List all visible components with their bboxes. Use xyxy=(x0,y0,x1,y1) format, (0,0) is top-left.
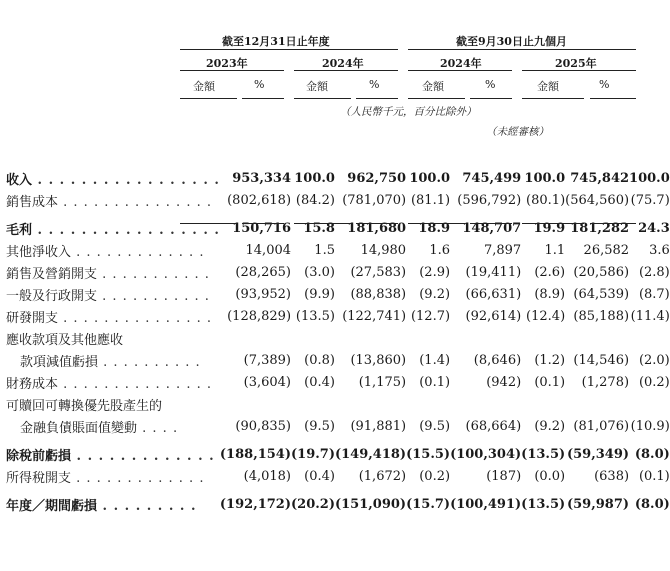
cell-2024fy-amount: (781,070) xyxy=(342,192,407,208)
col-amount-2024-fy: 金額 xyxy=(306,80,328,93)
cell-2023-amount: 14,004 xyxy=(245,242,292,258)
row-general-admin xyxy=(6,283,670,305)
col-amount-2024-9m: 金額 xyxy=(422,80,444,93)
cell-2025-9m-pct: (11.4) xyxy=(630,308,670,324)
cell-empty xyxy=(450,393,521,415)
cell-2024-9m-pct: (9.2) xyxy=(534,418,566,434)
divider-amount-2025-9m xyxy=(522,98,584,99)
cell-2025-9m-amount: (638) xyxy=(594,468,630,484)
cell-empty xyxy=(406,393,450,415)
col-pct-2024-9m: % xyxy=(485,78,496,91)
cell-2024-9m-pct: (12.4) xyxy=(526,308,566,324)
row-label: 款項減值虧損 . . . . . . . . . . xyxy=(20,354,201,370)
cell-2024fy-pct: 1.6 xyxy=(429,242,451,258)
cell-2024fy-pct: (2.9) xyxy=(419,264,451,280)
cell-2023-pct: (84.2) xyxy=(295,192,335,208)
cell-2025-9m-pct: (2.0) xyxy=(638,352,670,368)
divider-2023 xyxy=(180,70,284,71)
cell-2024-9m-pct: (2.6) xyxy=(534,264,566,280)
cell-2024fy-amount: 14,980 xyxy=(360,242,407,258)
row-rnd xyxy=(6,305,670,327)
cell-2023-amount: (4,018) xyxy=(243,468,292,484)
cell-2025-9m-amount: (59,987) xyxy=(566,496,630,512)
divider-fy-group xyxy=(180,49,398,50)
row-label: 銷售及營銷開支 . . . . . . . . . . . xyxy=(6,266,210,282)
cell-empty xyxy=(565,393,629,415)
cell-empty xyxy=(629,327,670,349)
cell-2024fy-amount: (13,860) xyxy=(350,352,407,368)
cell-empty xyxy=(406,327,450,349)
cell-2025-9m-amount: (59,349) xyxy=(566,446,630,462)
cell-2023-amount: (188,154) xyxy=(219,446,292,462)
cell-empty xyxy=(291,393,335,415)
cell-2024fy-amount: 962,750 xyxy=(347,170,407,186)
cell-2024-9m-pct: 19.9 xyxy=(533,220,566,236)
unaudited-note: （未經審核） xyxy=(486,126,549,138)
cell-2025-9m-pct: (8.7) xyxy=(638,286,670,302)
cell-2024fy-amount: 181,680 xyxy=(347,220,407,236)
cell-2025-9m-pct: (0.1) xyxy=(638,468,670,484)
row-preferred-shares-heading xyxy=(6,393,670,415)
cell-2025-9m-pct: 100.0 xyxy=(629,170,670,186)
cell-2025-9m-pct: (0.2) xyxy=(638,374,670,390)
cell-2024fy-amount: (88,838) xyxy=(350,286,407,302)
cell-2024-9m-amount: (596,792) xyxy=(457,192,522,208)
cell-2024-9m-amount: (100,304) xyxy=(450,446,522,462)
cell-2023-pct: (0.4) xyxy=(304,468,335,484)
cell-2024fy-pct: 18.9 xyxy=(418,220,451,236)
cell-2024fy-amount: (122,741) xyxy=(342,308,407,324)
cell-2023-pct: 100.0 xyxy=(294,170,335,186)
cell-empty xyxy=(220,327,291,349)
divider-amount-2024-fy xyxy=(294,98,351,99)
cell-2023-amount: (90,835) xyxy=(235,418,292,434)
col-amount-2023: 金額 xyxy=(193,80,215,93)
cell-2023-pct: 1.5 xyxy=(314,242,335,258)
divider-amount-2024-9m xyxy=(408,98,465,99)
row-income-tax xyxy=(6,465,670,487)
cell-2024-9m-amount: (19,411) xyxy=(465,264,522,280)
cell-2024-9m-amount: (942) xyxy=(486,374,522,390)
unit-note: （人民幣千元，百分比除外） xyxy=(340,106,477,118)
cell-2024-9m-amount: (187) xyxy=(486,468,522,484)
group-header-nine-months: 截至9月30日止九個月 xyxy=(456,35,567,48)
cell-2025-9m-pct: (8.0) xyxy=(634,446,670,462)
row-fair-value-change xyxy=(6,415,670,437)
subtotal-rule xyxy=(470,223,512,224)
subtotal-rule xyxy=(590,223,636,224)
cell-2024-9m-pct: 100.0 xyxy=(524,170,566,186)
cell-2023-amount: (3,604) xyxy=(243,374,292,390)
row-label: 收入 . . . . . . . . . . . . . . . . . xyxy=(6,172,220,188)
cell-2023-amount: (93,952) xyxy=(235,286,292,302)
cell-empty xyxy=(450,327,521,349)
cell-2025-9m-amount: 181,282 xyxy=(570,220,630,236)
cell-2024-9m-pct: (1.2) xyxy=(534,352,566,368)
cell-2024fy-pct: (9.2) xyxy=(419,286,451,302)
row-label: 除稅前虧損 . . . . . . . . . . . . . xyxy=(6,448,215,464)
cell-2024fy-amount: (1,175) xyxy=(358,374,407,390)
period-2024-9m: 2024年 xyxy=(440,57,482,70)
row-gross-profit xyxy=(6,211,670,239)
cell-2024-9m-amount: (92,614) xyxy=(465,308,522,324)
cell-2023-amount: 150,716 xyxy=(232,220,292,236)
cell-2024-9m-amount: 745,499 xyxy=(462,170,522,186)
cell-2023-pct: (13.5) xyxy=(295,308,335,324)
row-label: 年度／期間虧損 . . . . . . . . . xyxy=(6,498,197,514)
cell-2025-9m-amount: (64,539) xyxy=(573,286,630,302)
divider-2025-9m xyxy=(522,70,636,71)
row-loss-for-period xyxy=(6,487,670,515)
cell-2025-9m-amount: (85,188) xyxy=(573,308,630,324)
cell-2025-9m-amount: 745,842 xyxy=(570,170,630,186)
divider-amount-2023 xyxy=(180,98,237,99)
cell-2025-9m-pct: 24.3 xyxy=(638,220,670,236)
cell-2024-9m-amount: (8,646) xyxy=(473,352,522,368)
cell-2025-9m-pct: (2.8) xyxy=(638,264,670,280)
divider-pct-2023 xyxy=(242,98,284,99)
cell-empty xyxy=(521,327,565,349)
cell-2023-amount: (7,389) xyxy=(243,352,292,368)
cell-2023-pct: (20.2) xyxy=(291,496,335,512)
subtotal-rule xyxy=(180,223,237,224)
cell-2024fy-pct: (1.4) xyxy=(419,352,451,368)
cell-2024fy-pct: 100.0 xyxy=(409,170,451,186)
cell-empty xyxy=(521,393,565,415)
cell-2024-9m-amount: (66,631) xyxy=(465,286,522,302)
cell-2023-amount: (128,829) xyxy=(227,308,292,324)
row-selling-marketing xyxy=(6,261,670,283)
cell-2024fy-pct: (12.7) xyxy=(410,308,451,324)
subtotal-rule xyxy=(522,223,584,224)
divider-2024-9m xyxy=(408,70,512,71)
cell-empty xyxy=(335,327,406,349)
cell-2024fy-amount: (91,881) xyxy=(350,418,407,434)
subtotal-rule xyxy=(294,223,351,224)
cell-2024fy-pct: (81.1) xyxy=(410,192,451,208)
subtotal-rule xyxy=(356,223,398,224)
cell-2025-9m-pct: 3.6 xyxy=(649,242,670,258)
cell-2024-9m-pct: (0.1) xyxy=(534,374,566,390)
divider-2024-fy xyxy=(294,70,398,71)
cell-empty xyxy=(335,393,406,415)
row-label: 毛利 . . . . . . . . . . . . . . . . . xyxy=(6,222,220,238)
cell-2024fy-pct: (0.2) xyxy=(419,468,451,484)
cell-2024-9m-pct: (13.5) xyxy=(521,496,566,512)
cell-2025-9m-amount: (81,076) xyxy=(573,418,630,434)
row-label: 可贖回可轉換優先股產生的 xyxy=(6,398,163,414)
cell-2025-9m-pct: (8.0) xyxy=(634,496,670,512)
divider-pct-2025-9m xyxy=(590,98,636,99)
cell-2024fy-amount: (27,583) xyxy=(350,264,407,280)
period-2023: 2023年 xyxy=(206,57,248,70)
divider-nine-group xyxy=(408,49,636,50)
cell-2023-pct: 15.8 xyxy=(303,220,335,236)
cell-2024fy-pct: (15.7) xyxy=(406,496,451,512)
cell-2024fy-amount: (149,418) xyxy=(334,446,407,462)
cell-2024fy-amount: (151,090) xyxy=(334,496,407,512)
subtotal-rule xyxy=(242,223,284,224)
row-loss-before-tax xyxy=(6,437,670,465)
cell-2025-9m-pct: (75.7) xyxy=(630,192,670,208)
cell-2024-9m-amount: 148,707 xyxy=(462,220,522,236)
cell-2024-9m-amount: (68,664) xyxy=(465,418,522,434)
cell-2024-9m-pct: 1.1 xyxy=(544,242,566,258)
cell-2024-9m-pct: (13.5) xyxy=(521,446,566,462)
cell-2025-9m-amount: 26,582 xyxy=(583,242,630,258)
row-revenue xyxy=(6,167,670,189)
row-label: 一般及行政開支 . . . . . . . . . . . xyxy=(6,288,210,304)
income-statement-table xyxy=(6,167,670,515)
group-header-fiscal-year: 截至12月31日止年度 xyxy=(222,35,330,48)
cell-2025-9m-amount: (564,560) xyxy=(565,192,630,208)
cell-2025-9m-amount: (14,546) xyxy=(573,352,630,368)
cell-2024-9m-amount: (100,491) xyxy=(450,496,522,512)
row-impairment-loss xyxy=(6,349,670,371)
row-finance-costs xyxy=(6,371,670,393)
divider-pct-2024-9m xyxy=(470,98,512,99)
cell-2024-9m-pct: (80.1) xyxy=(526,192,566,208)
cell-empty xyxy=(220,393,291,415)
cell-2023-amount: (192,172) xyxy=(219,496,292,512)
row-label: 所得稅開支 . . . . . . . . . . . . . xyxy=(6,470,205,486)
cell-2025-9m-amount: (1,278) xyxy=(581,374,630,390)
subtotal-rule xyxy=(408,223,465,224)
cell-2023-amount: 953,334 xyxy=(232,170,292,186)
cell-2024fy-amount: (1,672) xyxy=(358,468,407,484)
cell-2024-9m-pct: (0.0) xyxy=(534,468,566,484)
row-label: 其他淨收入 . . . . . . . . . . . . . xyxy=(6,244,205,260)
cell-empty xyxy=(291,327,335,349)
col-pct-2025-9m: % xyxy=(599,78,610,91)
cell-2023-amount: (802,618) xyxy=(227,192,292,208)
cell-empty xyxy=(629,393,670,415)
cell-2023-pct: (9.5) xyxy=(304,418,335,434)
cell-empty xyxy=(565,327,629,349)
cell-2024-9m-pct: (8.9) xyxy=(534,286,566,302)
col-pct-2023: % xyxy=(254,78,265,91)
cell-2024fy-pct: (15.5) xyxy=(406,446,451,462)
period-2024-fy: 2024年 xyxy=(322,57,364,70)
cell-2023-pct: (19.7) xyxy=(291,446,335,462)
period-2025-9m: 2025年 xyxy=(555,57,597,70)
cell-2024-9m-amount: 7,897 xyxy=(483,242,522,258)
cell-2025-9m-pct: (10.9) xyxy=(630,418,670,434)
col-amount-2025-9m: 金額 xyxy=(537,80,559,93)
cell-2024fy-pct: (0.1) xyxy=(419,374,451,390)
row-label: 研發開支 . . . . . . . . . . . . . . . xyxy=(6,310,212,326)
row-label: 應收款項及其他應收 xyxy=(6,332,124,348)
row-impairment-heading xyxy=(6,327,670,349)
cell-2023-pct: (3.0) xyxy=(304,264,335,280)
col-pct-2024-fy: % xyxy=(369,78,380,91)
cell-2023-amount: (28,265) xyxy=(235,264,292,280)
cell-2024fy-pct: (9.5) xyxy=(419,418,451,434)
cell-2023-pct: (0.8) xyxy=(304,352,335,368)
row-label: 金融負債賬面值變動 . . . . xyxy=(20,420,179,436)
divider-pct-2024-fy xyxy=(356,98,398,99)
row-label: 銷售成本 . . . . . . . . . . . . . . . xyxy=(6,194,212,210)
cell-2023-pct: (0.4) xyxy=(304,374,335,390)
row-label: 財務成本 . . . . . . . . . . . . . . . xyxy=(6,376,212,392)
row-cost-of-sales xyxy=(6,189,670,211)
cell-2025-9m-amount: (20,586) xyxy=(573,264,630,280)
row-other-net-income xyxy=(6,239,670,261)
cell-2023-pct: (9.9) xyxy=(304,286,335,302)
